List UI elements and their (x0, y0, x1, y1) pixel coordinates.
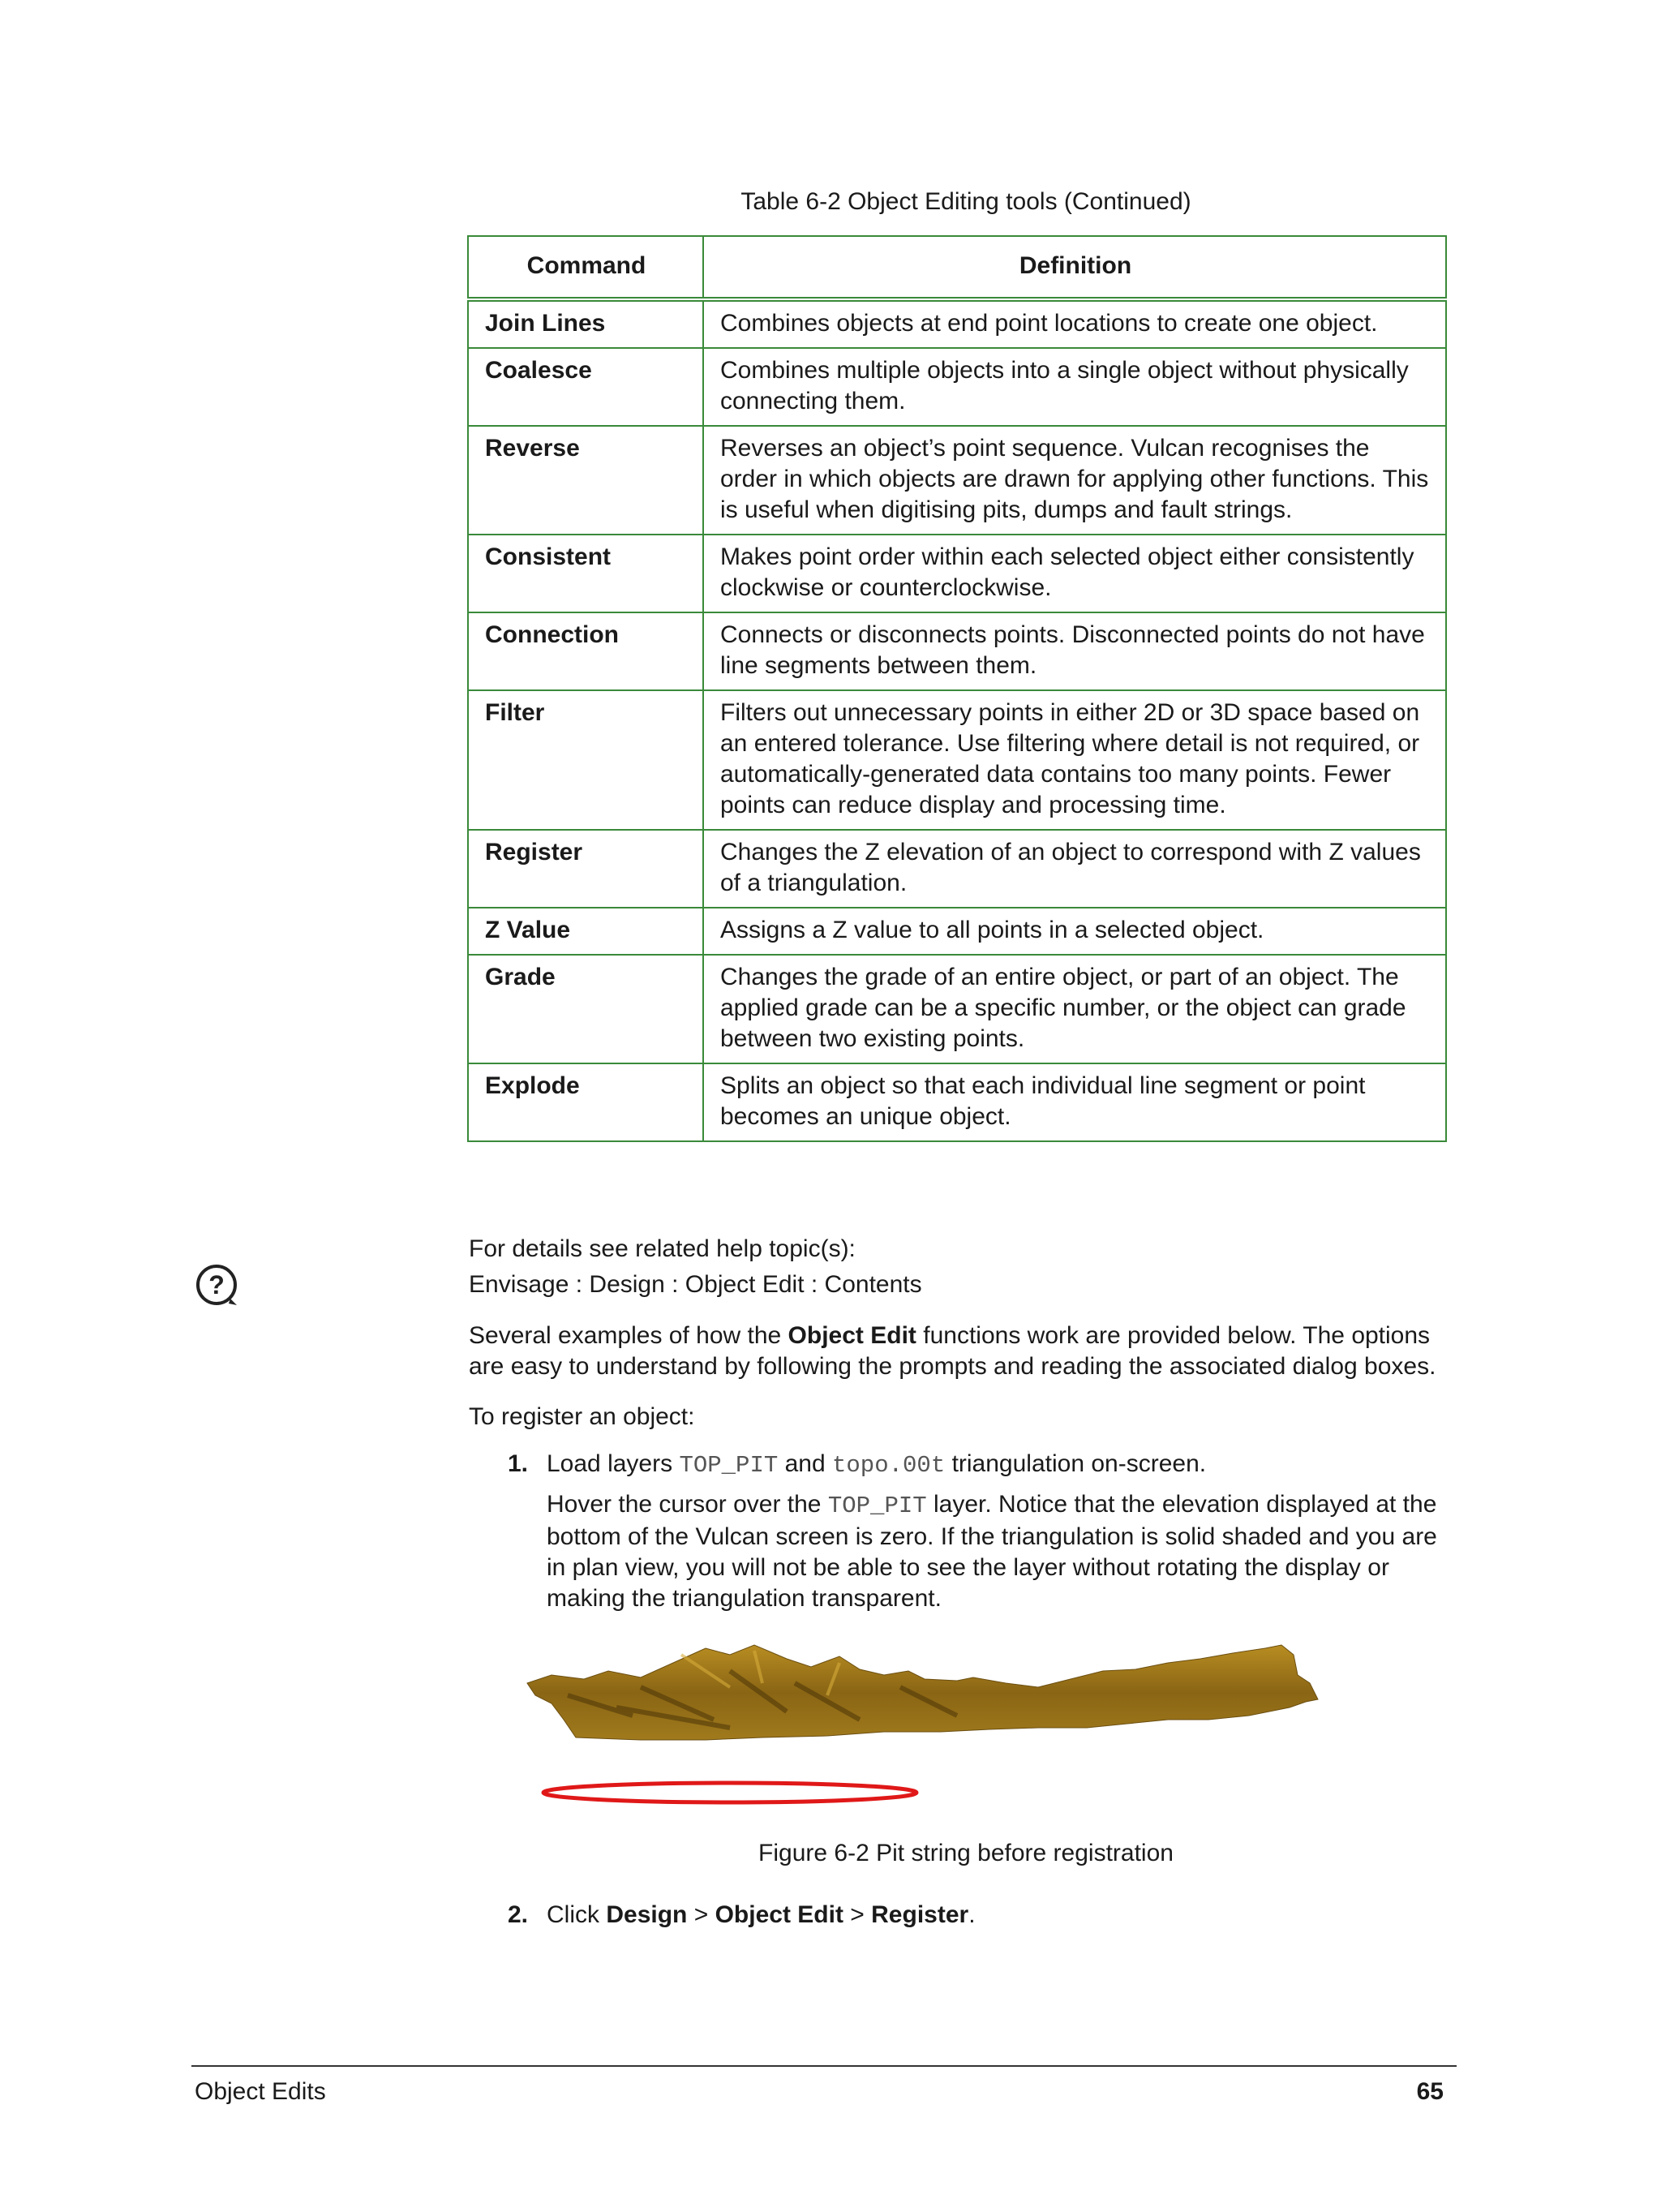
table-row (468, 535, 1446, 612)
layer-name-code: TOP_PIT (827, 1493, 927, 1519)
command-cell: Filter (468, 690, 703, 830)
definition-cell: Combines objects at end point locations to create one object. (703, 299, 1446, 348)
definition-cell: Combines multiple objects into a single object without physically connecting them. (703, 348, 1446, 426)
definition-cell: Changes the Z elevation of an object to correspond with Z values of a triangulation. (703, 830, 1446, 908)
table-row (468, 955, 1446, 1063)
command-cell: Z Value (468, 908, 703, 955)
footer-section-title: Object Edits (195, 2078, 326, 2105)
footer-divider (191, 2065, 1457, 2067)
step-1-number: 1. (508, 1450, 529, 1477)
definition-cell: Filters out unnecessary points in either 2D or 3D space based on an entered tolerance. Use filtering where detail is not required, or automatically-generated data contains too many points. Fewer points can reduce display and processing time. (703, 690, 1446, 830)
help-intro: For details see related help topic(s): (469, 1235, 856, 1262)
table-row (468, 1063, 1446, 1141)
page-number: 65 (1416, 2078, 1444, 2105)
menu-register: Register (871, 1901, 969, 1928)
step-1-instruction: Load layers TOP_PIT and topo.00t triangulation on-screen. (547, 1450, 1207, 1479)
step-1-detail: Hover the cursor over the TOP_PIT layer. Notice that the elevation displayed at the bottom of the Vulcan screen is zero. If the triangulation is solid shaded and you are in plan view, you will not be able to see the layer without rotating the display or making the triangulation transparent. (547, 1491, 1437, 1612)
command-cell: Grade (468, 955, 703, 1063)
step-2-instruction: Click Design > Object Edit > Register. (547, 1901, 976, 1928)
menu-object-edit: Object Edit (715, 1901, 843, 1928)
header-definition: Definition (703, 236, 1446, 299)
definition-cell: Makes point order within each selected object either consistently clockwise or counterclockwise. (703, 535, 1446, 612)
pit-string-outline (543, 1783, 916, 1802)
header-command: Command (468, 236, 703, 299)
figure-caption: Figure 6-2 Pit string before registration (758, 1840, 1174, 1866)
command-cell: Join Lines (468, 299, 703, 348)
table-header-row (468, 236, 1446, 299)
table-row (468, 299, 1446, 348)
terrain-triangulation (527, 1645, 1318, 1740)
layer-name-code: TOP_PIT (679, 1452, 779, 1479)
command-cell: Register (468, 830, 703, 908)
command-cell: Explode (468, 1063, 703, 1141)
definition-cell: Changes the grade of an entire object, or part of an object. The applied grade can be a specific number, or the object can grade between two existing points. (703, 955, 1446, 1063)
command-cell: Connection (468, 612, 703, 690)
command-cell: Reverse (468, 426, 703, 535)
related-help-topics (469, 1231, 922, 1303)
command-cell: Coalesce (468, 348, 703, 426)
table-row (468, 426, 1446, 535)
table-row (468, 908, 1446, 955)
help-topic-link[interactable]: Envisage : Design : Object Edit : Contents (469, 1271, 922, 1298)
intro-paragraph: Several examples of how the Object Edit functions work are provided below. The options are easy to understand by following the prompts and reading the associated dialog boxes. (469, 1322, 1436, 1380)
table-row (468, 830, 1446, 908)
command-cell: Consistent (468, 535, 703, 612)
pit-string-figure (519, 1639, 1395, 1841)
object-editing-table (467, 235, 1447, 1142)
table-row (468, 348, 1446, 426)
table-caption: Table 6-2 Object Editing tools (Continued) (740, 188, 1191, 215)
register-intro: To register an object: (469, 1403, 695, 1430)
svg-text:?: ? (208, 1270, 225, 1299)
table-row (468, 612, 1446, 690)
help-topic-icon (195, 1263, 240, 1308)
menu-design: Design (606, 1901, 688, 1928)
table-row (468, 690, 1446, 830)
definition-cell: Connects or disconnects points. Disconnected points do not have line segments between them. (703, 612, 1446, 690)
definition-cell: Assigns a Z value to all points in a selected object. (703, 908, 1446, 955)
definition-cell: Reverses an object’s point sequence. Vulcan recognises the order in which objects are drawn for applying other functions. This is useful when digitising pits, dumps and fault strings. (703, 426, 1446, 535)
step-2-number: 2. (508, 1901, 529, 1928)
triangulation-name-code: topo.00t (832, 1452, 946, 1479)
intro-bold-term: Object Edit (788, 1322, 916, 1349)
definition-cell: Splits an object so that each individual line segment or point becomes an unique object. (703, 1063, 1446, 1141)
